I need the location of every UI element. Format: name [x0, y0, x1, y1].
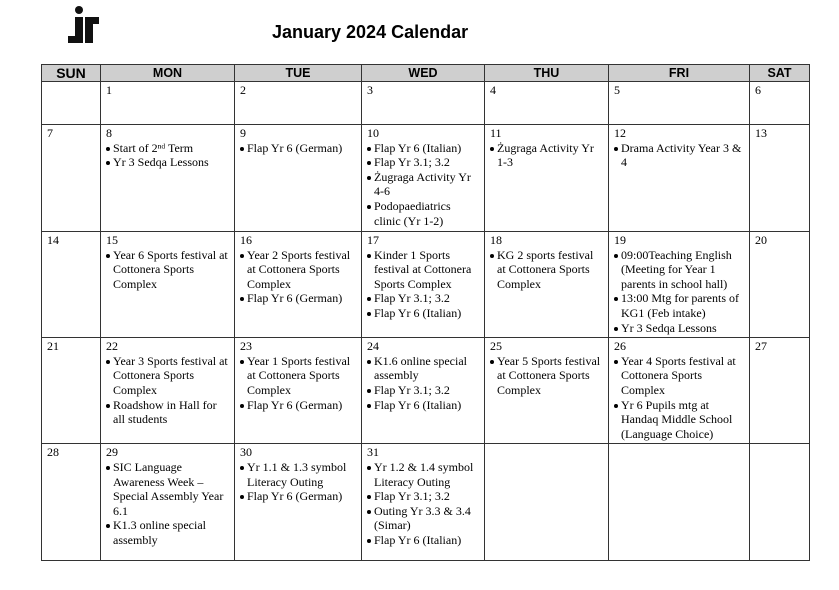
event-item: Flap Yr 6 (Italian): [367, 306, 480, 321]
day-number: 23: [240, 339, 252, 354]
event-item: Outing Yr 3.3 & 3.4 (Simar): [367, 504, 480, 533]
week-row: [42, 232, 810, 338]
day-number: 6: [755, 83, 761, 97]
event-item: Żugraga Activity Yr 1-3: [490, 141, 604, 170]
event-item: Year 5 Sports festival at Cottonera Sports Complex: [490, 354, 604, 398]
event-item: Flap Yr 6 (German): [240, 291, 357, 306]
day-cell: [485, 444, 609, 561]
event-item: Year 1 Sports festival at Cottonera Sports Complex: [240, 354, 357, 398]
event-list: [367, 141, 480, 229]
day-cell: [42, 232, 101, 338]
weekday-header: SUN: [42, 65, 101, 82]
event-item: Yr 1.2 & 1.4 symbol Literacy Outing: [367, 460, 480, 489]
day-cell: [235, 82, 362, 125]
event-item: Year 2 Sports festival at Cottonera Sports Complex: [240, 248, 357, 292]
event-item: Yr 1.1 & 1.3 symbol Literacy Outing: [240, 460, 357, 489]
event-list: [240, 354, 357, 412]
day-number: 31: [367, 445, 379, 460]
day-number: 27: [755, 339, 767, 354]
event-item: Drama Activity Year 3 & 4: [614, 141, 745, 170]
day-number: 15: [106, 233, 118, 247]
event-list: [106, 141, 230, 170]
event-item: K1.6 online special assembly: [367, 354, 480, 383]
event-list: [490, 248, 604, 292]
day-number: 25: [490, 339, 502, 354]
day-number: 4: [490, 83, 496, 97]
day-number: 18: [490, 233, 502, 247]
day-number: 7: [47, 126, 53, 140]
day-cell: [750, 125, 810, 232]
event-list: [106, 354, 230, 427]
event-list: [240, 141, 357, 156]
event-item: Flap Yr 6 (Italian): [367, 398, 480, 413]
day-number: 26: [614, 339, 626, 354]
day-cell: [485, 232, 609, 338]
week-row: [42, 125, 810, 232]
day-cell: [235, 444, 362, 561]
event-item: Podopaediatrics clinic (Yr 1-2): [367, 199, 480, 228]
event-item: Yr 6 Pupils mtg at Handaq Middle School (Language Choice): [614, 398, 745, 442]
event-list: [367, 460, 480, 548]
day-number: 19: [614, 233, 626, 247]
day-number: 30: [240, 445, 252, 460]
day-cell: [42, 444, 101, 561]
school-logo: [66, 6, 100, 46]
week-row: [42, 338, 810, 444]
event-list: [367, 354, 480, 412]
day-cell: [101, 232, 235, 338]
day-cell: [750, 82, 810, 125]
day-cell: [42, 338, 101, 444]
day-number: 3: [367, 83, 373, 97]
day-cell: [609, 232, 750, 338]
day-number: 29: [106, 445, 118, 460]
day-cell: [101, 338, 235, 444]
event-item: Flap Yr 3.1; 3.2: [367, 489, 480, 504]
event-item: Flap Yr 3.1; 3.2: [367, 291, 480, 306]
day-number: 24: [367, 339, 379, 354]
event-item: Flap Yr 6 (German): [240, 398, 357, 413]
day-number: 14: [47, 233, 59, 247]
event-list: [614, 354, 745, 442]
day-cell: [42, 125, 101, 232]
weekday-header: MON: [101, 65, 235, 82]
weekday-header: FRI: [609, 65, 750, 82]
event-item: SIC Language Awareness Week – Special Assembly Year 6.1: [106, 460, 230, 518]
day-number: 11: [490, 126, 502, 140]
day-number: 12: [614, 126, 626, 140]
day-cell: [362, 125, 485, 232]
event-item: Yr 3 Sedqa Lessons: [106, 155, 230, 170]
event-item: Yr 3 Sedqa Lessons: [614, 321, 745, 336]
day-cell: [750, 444, 810, 561]
day-number: 13: [755, 126, 767, 140]
event-item: K1.3 online special assembly: [106, 518, 230, 547]
day-number: 28: [47, 445, 59, 460]
event-list: [367, 248, 480, 321]
day-number: 8: [106, 126, 112, 140]
day-cell: [42, 82, 101, 125]
day-cell: [235, 125, 362, 232]
event-item: 09:00Teaching English (Meeting for Year 1 parents in school hall): [614, 248, 745, 292]
event-item: 13:00 Mtg for parents of KG1 (Feb intake): [614, 291, 745, 320]
event-item: KG 2 sports festival at Cottonera Sports Complex: [490, 248, 604, 292]
day-cell: [235, 338, 362, 444]
event-item: Flap Yr 6 (German): [240, 141, 357, 156]
event-list: [614, 248, 745, 336]
event-item: Flap Yr 6 (German): [240, 489, 357, 504]
day-number: 5: [614, 83, 620, 97]
day-cell: [609, 125, 750, 232]
event-list: [614, 141, 745, 170]
day-cell: [362, 232, 485, 338]
event-item: Year 4 Sports festival at Cottonera Sports Complex: [614, 354, 745, 398]
event-item: Flap Yr 6 (Italian): [367, 141, 480, 156]
day-number: 16: [240, 233, 252, 247]
day-cell: [750, 232, 810, 338]
week-row: [42, 82, 810, 125]
event-item: Flap Yr 3.1; 3.2: [367, 155, 480, 170]
day-cell: [101, 82, 235, 125]
event-item: Year 3 Sports festival at Cottonera Sports Complex: [106, 354, 230, 398]
day-cell: [101, 444, 235, 561]
day-cell: [235, 232, 362, 338]
page-title: January 2024 Calendar: [272, 22, 469, 42]
day-cell: [362, 82, 485, 125]
day-number: 22: [106, 339, 118, 354]
event-item: Flap Yr 3.1; 3.2: [367, 383, 480, 398]
day-cell: [609, 444, 750, 561]
event-item: Żugraga Activity Yr 4-6: [367, 170, 480, 199]
event-item: Start of 2ⁿᵈ Term: [106, 141, 230, 156]
event-item: Year 6 Sports festival at Cottonera Sports Complex: [106, 248, 230, 292]
weekday-header: SAT: [750, 65, 810, 82]
day-cell: [362, 338, 485, 444]
day-cell: [485, 338, 609, 444]
day-number: 1: [106, 83, 112, 97]
event-item: Kinder 1 Sports festival at Cottonera Sports Complex: [367, 248, 480, 292]
event-list: [106, 460, 230, 548]
day-cell: [362, 444, 485, 561]
week-row: [42, 444, 810, 561]
weekday-header-row: [42, 65, 810, 82]
day-cell: [609, 82, 750, 125]
calendar-grid: [41, 64, 810, 561]
day-cell: [750, 338, 810, 444]
day-cell: [609, 338, 750, 444]
event-list: [240, 460, 357, 504]
weekday-header: WED: [362, 65, 485, 82]
event-list: [106, 248, 230, 292]
day-number: 9: [240, 126, 246, 140]
event-list: [490, 141, 604, 170]
day-cell: [101, 125, 235, 232]
day-number: 2: [240, 83, 246, 97]
weekday-header: THU: [485, 65, 609, 82]
weekday-header: TUE: [235, 65, 362, 82]
day-cell: [485, 82, 609, 125]
day-cell: [485, 125, 609, 232]
day-number: 21: [47, 339, 59, 354]
day-number: 17: [367, 233, 379, 247]
event-list: [490, 354, 604, 398]
event-list: [240, 248, 357, 306]
day-number: 20: [755, 233, 767, 247]
event-item: Roadshow in Hall for all students: [106, 398, 230, 427]
event-item: Flap Yr 6 (Italian): [367, 533, 480, 548]
day-number: 10: [367, 126, 379, 140]
